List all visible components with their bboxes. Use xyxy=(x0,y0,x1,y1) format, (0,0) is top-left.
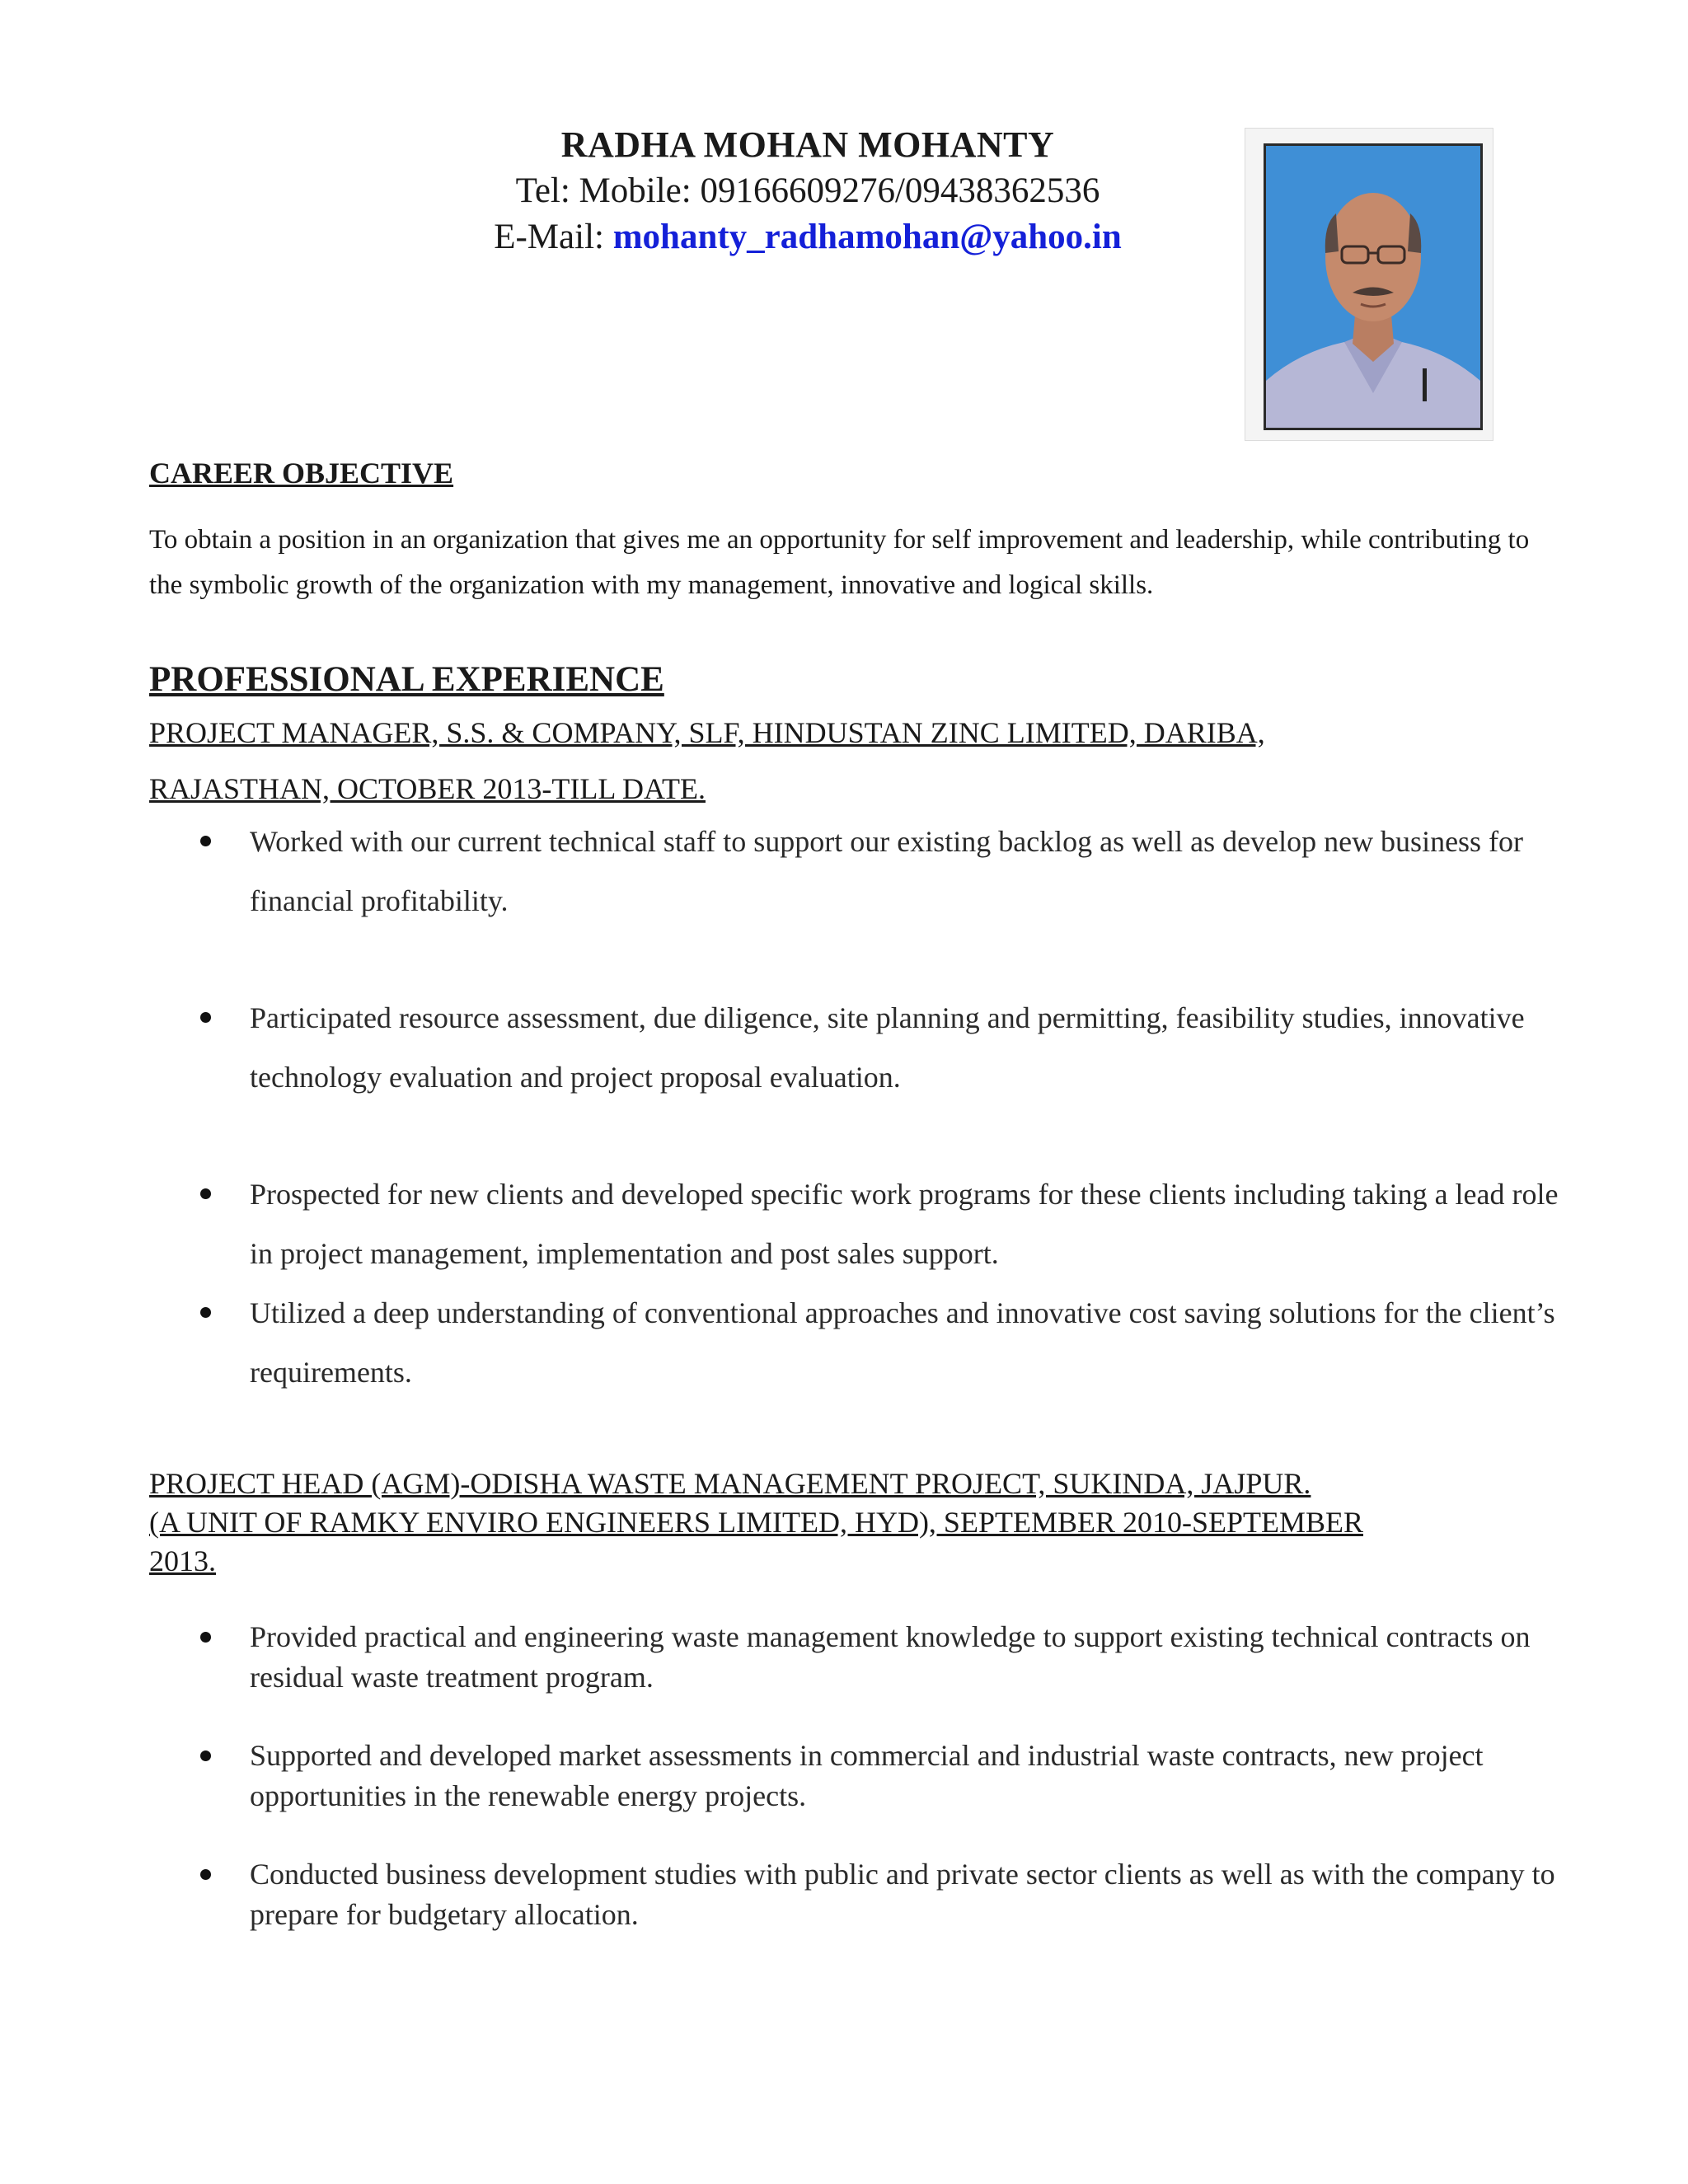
job-heading-line: 2013. xyxy=(149,1544,216,1577)
portrait-illustration xyxy=(1266,146,1480,428)
career-objective-text: To obtain a position in an organization that gives me an opportunity for self improvement and leadership, while contributing to the symbolic growth of the organization with my management, innovative and logical skills. xyxy=(149,525,1530,600)
list-item-text: Worked with our current technical staff to support our existing backlog as well as develop new business for financial profitability. xyxy=(250,825,1524,917)
list-item xyxy=(149,988,1567,1107)
bullet-icon xyxy=(200,836,211,846)
job-heading-line: RAJASTHAN, OCTOBER 2013-TILL DATE. xyxy=(149,772,706,805)
email-label: E-Mail: xyxy=(494,218,613,256)
list-item xyxy=(149,1165,1567,1283)
list-item xyxy=(149,1736,1567,1816)
list-item xyxy=(149,812,1567,930)
contact-header xyxy=(387,122,1228,260)
professional-experience-heading: PROFESSIONAL EXPERIENCE xyxy=(149,660,664,699)
bullet-icon xyxy=(200,1307,211,1318)
bullet-icon xyxy=(200,1869,211,1880)
portrait-image xyxy=(1264,143,1483,430)
job-heading xyxy=(149,705,1550,817)
email-link[interactable]: mohanty_radhamohan@yahoo.in xyxy=(612,218,1122,256)
job-heading-line: PROJECT HEAD (AGM)-ODISHA WASTE MANAGEMENT PROJECT, SUKINDA, JAJPUR. xyxy=(149,1467,1311,1500)
list-item-text: Conducted business development studies with public and private sector clients as well as with the company to prepare for budgetary allocation. xyxy=(250,1858,1555,1931)
job-heading xyxy=(149,1465,1550,1581)
list-item-text: Utilized a deep understanding of conventional approaches and innovative cost saving solutions for the client’s requirements. xyxy=(250,1296,1555,1389)
bullet-icon xyxy=(200,1632,211,1643)
list-item xyxy=(149,1854,1567,1935)
phone-line: Tel: Mobile: 09166609276/09438362536 xyxy=(515,171,1100,210)
list-item-text: Prospected for new clients and developed specific work programs for these clients including taking a lead role in project management, implementation and post sales support. xyxy=(250,1178,1559,1270)
profile-photo xyxy=(1245,128,1493,441)
candidate-name: RADHA MOHAN MOHANTY xyxy=(560,124,1055,165)
list-item-text: Provided practical and engineering waste management knowledge to support existing technical contracts on residual waste treatment program. xyxy=(250,1620,1531,1694)
list-item xyxy=(149,1617,1567,1698)
bullet-icon xyxy=(200,1750,211,1761)
job-heading-line: (A UNIT OF RAMKY ENVIRO ENGINEERS LIMITED, HYD), SEPTEMBER 2010-SEPTEMBER xyxy=(149,1506,1363,1539)
job-heading-line: PROJECT MANAGER, S.S. & COMPANY, SLF, HINDUSTAN ZINC LIMITED, DARIBA, xyxy=(149,716,1265,749)
job-responsibilities-list xyxy=(149,812,1567,1402)
email-line xyxy=(387,214,1228,260)
career-objective-heading: CAREER OBJECTIVE xyxy=(149,457,454,490)
list-item xyxy=(149,1283,1567,1402)
job-responsibilities-list xyxy=(149,1617,1567,1973)
list-item-text: Participated resource assessment, due diligence, site planning and permitting, feasibility studies, innovative technology evaluation and project proposal evaluation. xyxy=(250,1001,1525,1094)
bullet-icon xyxy=(200,1012,211,1023)
bullet-icon xyxy=(200,1188,211,1199)
list-item-text: Supported and developed market assessments in commercial and industrial waste contracts, new project opportunities in the renewable energy projects. xyxy=(250,1739,1484,1812)
